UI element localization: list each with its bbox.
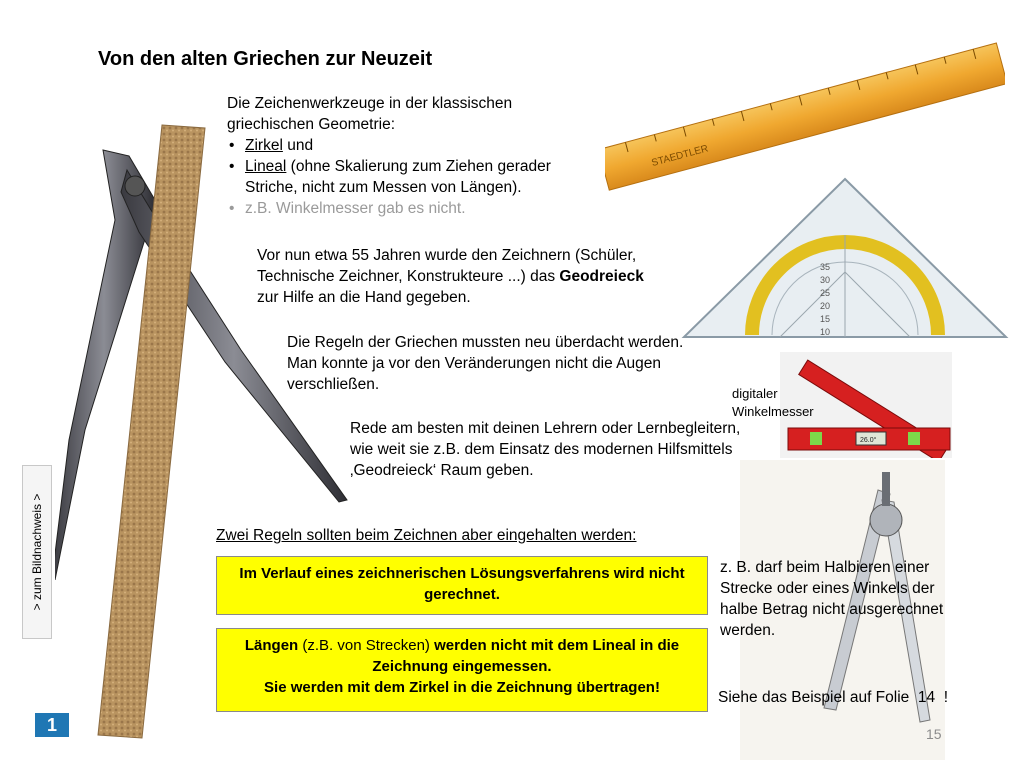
list-item [227, 156, 607, 198]
winkelmesser-note: z.B. Winkelmesser gab es nicht. [245, 200, 466, 217]
rules-heading-text: Zwei Regeln sollten beim Zeichnen aber eingehalten werden: [216, 527, 637, 544]
geodreieck-paragraph [257, 245, 652, 308]
zirkel-rest: und [282, 137, 314, 154]
lineal-term: Lineal [245, 158, 287, 175]
rule-box-2-normal: (z.B. von Strecken) [298, 637, 435, 654]
lineal-rest: (ohne Skalierung zum Ziehen gerader Striche, nicht zum Messen von Längen). [245, 158, 551, 196]
digital-caption [732, 385, 814, 421]
image-credit-link-text: > zum Bildnachweis > [30, 493, 44, 611]
geo-label: 15 [820, 314, 831, 324]
geo-label: 35 [820, 262, 831, 272]
rules-heading [216, 525, 636, 546]
digital-caption-line-1: digitaler [732, 386, 778, 401]
wooden-stick-image [90, 120, 220, 745]
geodreieck-image [680, 175, 1010, 343]
geo-text-pre: Vor nun etwa 55 Jahren wurde den Zeichnern (Schüler, Technische Zeichner, Konstrukteure ...) das [257, 247, 637, 285]
page-title: Von den alten Griechen zur Neuzeit [98, 48, 433, 70]
intro-line-2: griechischen Geometrie: [227, 116, 395, 133]
see-example-note: Siehe das Beispiel auf Folie 14 ! [718, 689, 949, 706]
example-note: z. B. darf beim Halbieren einer Strecke oder eines Winkels der halbe Betrag nicht ausgerechnet werden. [720, 559, 944, 639]
geo-text-bold: Geodreieck [559, 268, 644, 285]
tool-list [227, 135, 607, 219]
geo-text-post: zur Hilfe an die Hand gegeben. [257, 289, 471, 306]
intro-line-1: Die Zeichenwerkzeuge in der klassischen [227, 95, 513, 112]
rule-box-2-bold-2: werden nicht mit dem Lineal in die Zeichnung eingemessen. [372, 637, 680, 675]
rule-box-1-text: Im Verlauf eines zeichnerischen Lösungsverfahrens wird nicht gerechnet. [239, 565, 685, 603]
intro-block [227, 93, 607, 219]
geo-label: 25 [820, 288, 831, 298]
list-item [227, 198, 607, 219]
digital-caption-line-2: Winkelmesser [732, 404, 814, 419]
image-credit-link[interactable] [22, 465, 52, 639]
ruler-brand: STAEDTLER [650, 143, 710, 170]
page-number: 15 [926, 726, 942, 742]
rules-paragraph: Die Regeln der Griechen mussten neu überdacht werden. Man konnte ja vor den Veränderungen nicht die Augen verschließen. [287, 334, 684, 393]
rule-box-2-bold-1: Längen [244, 637, 299, 654]
rule-box-2 [216, 628, 708, 712]
rule-box-2-bold-3: Sie werden mit dem Zirkel in die Zeichnung übertragen! [264, 679, 660, 696]
geo-label: 20 [820, 301, 831, 311]
talk-paragraph: Rede am besten mit deinen Lehrern oder Lernbegleitern, wie weit sie z.B. dem Einsatz des modernen Hilfsmittels ‚Geodreieck‘ Raum geben. [350, 420, 741, 479]
geo-label: 30 [820, 275, 831, 285]
geo-label: 10 [820, 327, 831, 337]
level-display: 26.0° [860, 437, 877, 444]
list-item [227, 135, 607, 156]
rule-box-1 [216, 556, 708, 615]
navigation-badge[interactable]: 1 [35, 713, 69, 737]
zirkel-term: Zirkel [245, 137, 283, 154]
